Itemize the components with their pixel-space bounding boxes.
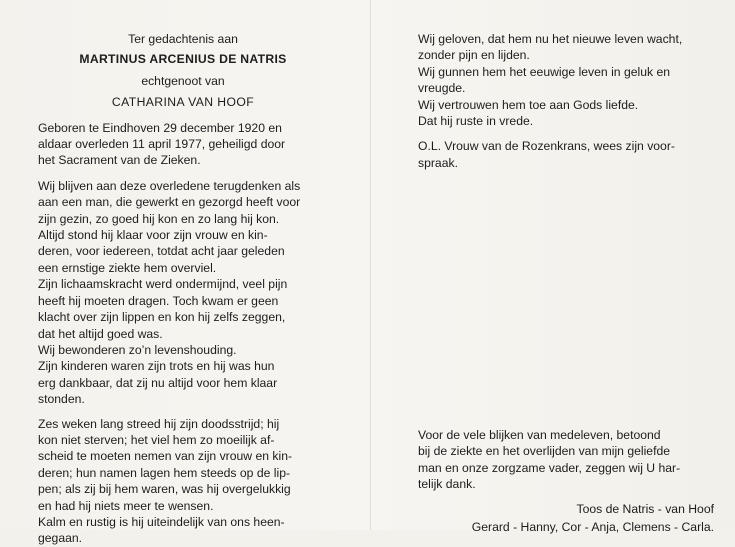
text-line: Dat hij ruste in vrede. xyxy=(418,114,534,129)
paragraph xyxy=(38,120,328,169)
paragraph xyxy=(418,97,714,113)
signature-line-2: Gerard - Hanny, Cor - Anja, Clemens - Carla. xyxy=(471,520,714,535)
paragraph xyxy=(38,276,328,342)
text-line: Wij gunnen hem het eeuwige leven in geluk en xyxy=(418,64,671,79)
text-line: stonden. xyxy=(38,392,85,407)
paragraph xyxy=(38,416,328,514)
memorial-heading: Ter gedachtenis aan xyxy=(128,32,238,46)
text-line: Wij bewonderen zo’n levenshouding. xyxy=(38,342,237,357)
text-line: zijn gezin, zo goed hij kon en zo lang hij kon. xyxy=(38,211,280,226)
thanks-text xyxy=(418,427,714,493)
spouse-intro: echtgenoot van xyxy=(141,73,225,88)
text-line: dat het altijd goed was. xyxy=(38,326,163,341)
deceased-name: MARTINUS ARCENIUS DE NATRIS xyxy=(79,52,287,67)
text-line: Wij vertrouwen hem toe aan Gods liefde. xyxy=(418,97,639,112)
text-line: en had hij niets meer te wensen. xyxy=(38,498,214,513)
text-line: kon niet sterven; het viel hem zo moeilijk af- xyxy=(38,432,275,447)
text-line: aan een man, die gewerkt en gezorgd heeft voor xyxy=(38,195,301,210)
text-line: het Sacrament van de Zieken. xyxy=(38,153,201,168)
paragraph xyxy=(38,358,328,407)
text-line: een ernstige ziekte hem overviel. xyxy=(38,260,217,275)
text-line: Geboren te Eindhoven 29 december 1920 en xyxy=(38,120,282,135)
right-column xyxy=(418,31,714,171)
paragraph xyxy=(418,113,714,129)
text-line: gegaan. xyxy=(38,531,83,546)
paragraph xyxy=(38,227,328,276)
left-body xyxy=(38,120,328,547)
text-line: spraak. xyxy=(418,155,458,170)
text-line: man en onze zorgzame vader, zeggen wij U har- xyxy=(418,460,681,475)
spouse-name: CATHARINA VAN HOOF xyxy=(111,95,255,110)
left-column xyxy=(38,31,328,547)
text-line: O.L. Vrouw van de Rozenkrans, wees zijn voor- xyxy=(418,139,675,154)
text-line: aldaar overleden 11 april 1977, geheiligd door xyxy=(38,137,286,152)
text-line: Wij geloven, dat hem nu het nieuwe leven wacht, xyxy=(418,32,683,46)
signature-line-1: Toos de Natris - van Hoof xyxy=(576,501,714,516)
text-line: vreugde. xyxy=(418,81,466,96)
text-line: Altijd stond hij klaar voor zijn vrouw en kin- xyxy=(38,228,268,243)
paragraph xyxy=(418,138,714,171)
thanks-block xyxy=(418,427,714,535)
text-line: Zes weken lang streed hij zijn doodsstrijd; hij xyxy=(38,416,280,431)
text-line: klacht over zijn lippen en kon hij zelfs zeggen, xyxy=(38,310,286,325)
paragraph xyxy=(38,178,328,227)
text-line: zonder pijn en lijden. xyxy=(418,48,530,63)
text-line: deren, voor iedereen, totdat acht jaar geleden xyxy=(38,244,285,259)
text-line: Wij blijven aan deze overledene terugdenken als xyxy=(38,178,301,193)
paragraph xyxy=(38,514,328,547)
text-line: Kalm en rustig is hij uiteindelijk van ons heen- xyxy=(38,514,285,529)
card-fold xyxy=(370,0,371,530)
text-line: Zijn kinderen waren zijn trots en hij was hun xyxy=(38,359,275,374)
text-line: erg dankbaar, dat zij nu altijd voor hem klaar xyxy=(38,375,278,390)
text-line: Zijn lichaamskracht werd ondermijnd, veel pijn xyxy=(38,277,288,292)
text-line: deren; hun namen lagen hem steeds op de lip- xyxy=(38,465,291,480)
text-line: pen; als zij bij hem waren, was hij overgelukkig xyxy=(38,482,291,497)
paragraph xyxy=(418,31,714,64)
text-line: telijk dank. xyxy=(418,477,476,492)
text-line: scheid te moeten nemen van zijn vrouw en kin- xyxy=(38,449,293,464)
right-body xyxy=(418,31,714,171)
text-line: bij de ziekte en het overlijden van mijn geliefde xyxy=(418,444,671,459)
text-line: Voor de vele blijken van medeleven, betoond xyxy=(418,428,661,442)
paragraph xyxy=(418,64,714,97)
text-line: heeft hij moeten dragen. Toch kwam er geen xyxy=(38,293,279,308)
paragraph xyxy=(38,342,328,358)
